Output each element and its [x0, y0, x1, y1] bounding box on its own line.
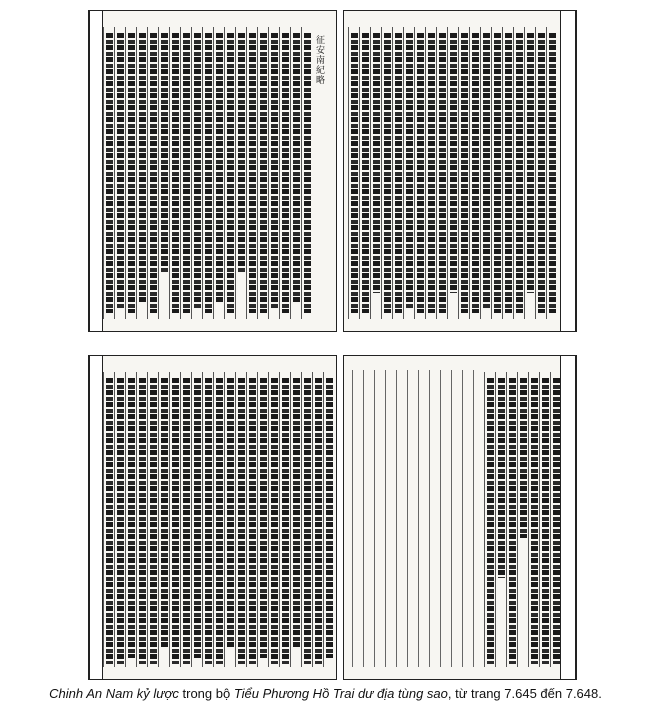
column-rule [125, 27, 126, 319]
text-column [139, 33, 146, 303]
blank-column-rule [352, 370, 353, 667]
text-column [271, 33, 278, 309]
text-column [183, 33, 190, 313]
text-column [417, 33, 424, 313]
caption-range: , từ trang 7.645 đến 7.648. [447, 686, 602, 701]
text-column [304, 33, 311, 313]
text-column [117, 33, 124, 309]
text-column [205, 378, 212, 664]
column-rule [290, 27, 291, 319]
text-column [117, 378, 124, 664]
column-rule [279, 372, 280, 667]
text-column [531, 378, 538, 664]
blank-column-rule [462, 370, 463, 667]
text-column [304, 378, 311, 664]
blank-column-rule [407, 370, 408, 667]
scan-page-bottom-right [343, 355, 577, 680]
column-rule [436, 27, 437, 319]
column-rule [180, 372, 181, 667]
text-column [538, 33, 545, 313]
text-column [395, 33, 402, 313]
text-column [194, 33, 201, 309]
column-rule [224, 372, 225, 667]
text-column [527, 33, 534, 293]
column-rule [403, 27, 404, 319]
text-column [194, 378, 201, 658]
text-column [128, 378, 135, 658]
text-column [542, 378, 549, 664]
page-fold-margin [89, 356, 103, 679]
text-column [282, 378, 289, 664]
column-rule [213, 372, 214, 667]
column-rule [191, 372, 192, 667]
column-rule [550, 372, 551, 667]
column-rule [323, 372, 324, 667]
column-rule [491, 27, 492, 319]
column-rule [136, 27, 137, 319]
text-column [172, 378, 179, 664]
blank-column-rule [429, 370, 430, 667]
text-column [227, 33, 234, 313]
column-rule [458, 27, 459, 319]
column-rule [425, 27, 426, 319]
text-column [161, 378, 168, 648]
column-rule [103, 372, 104, 667]
column-rule [381, 27, 382, 319]
page-fold-margin [89, 11, 103, 331]
column-rule [158, 27, 159, 319]
text-column [249, 378, 256, 664]
column-rule [147, 372, 148, 667]
column-rule [114, 27, 115, 319]
caption-collection: Tiểu Phương Hồ Trai dư địa tùng sao [233, 686, 448, 701]
text-column [216, 33, 223, 303]
column-rule [246, 372, 247, 667]
column-rule [502, 27, 503, 319]
blank-column-rule [440, 370, 441, 667]
text-column [205, 33, 212, 313]
text-column [150, 378, 157, 664]
column-rule [524, 27, 525, 319]
column-rule [213, 27, 214, 319]
column-rule [202, 372, 203, 667]
text-column [293, 378, 300, 648]
blank-column-rule [473, 370, 474, 667]
column-rule [447, 27, 448, 319]
scan-page-bottom-left [88, 355, 337, 680]
column-rule [513, 27, 514, 319]
text-column [238, 33, 245, 273]
column-rule [114, 372, 115, 667]
blank-column-rule [385, 370, 386, 667]
text-column [373, 33, 380, 293]
text-column [428, 33, 435, 313]
column-rule [484, 372, 485, 667]
column-rule [158, 372, 159, 667]
text-column [249, 33, 256, 313]
column-rule [506, 372, 507, 667]
scan-page-top-right [343, 10, 577, 332]
text-column [450, 33, 457, 293]
page-fold-margin [560, 356, 576, 679]
column-rule [257, 27, 258, 319]
column-rule [268, 372, 269, 667]
column-rule [528, 372, 529, 667]
text-column [351, 33, 358, 313]
blank-column-rule [451, 370, 452, 667]
column-rule [202, 27, 203, 319]
text-column [161, 33, 168, 273]
column-rule [495, 372, 496, 667]
column-rule [312, 372, 313, 667]
text-column [362, 33, 369, 313]
column-rule [370, 27, 371, 319]
text-column [216, 378, 223, 664]
column-rule [235, 372, 236, 667]
column-rule [279, 27, 280, 319]
text-column [384, 33, 391, 313]
text-column [128, 33, 135, 313]
text-column [106, 378, 113, 664]
column-rule [301, 372, 302, 667]
text-column [260, 378, 267, 658]
column-rule [169, 372, 170, 667]
text-column [505, 33, 512, 313]
column-rule [169, 27, 170, 319]
text-column [293, 33, 300, 303]
text-column [150, 33, 157, 313]
blank-column-rule [374, 370, 375, 667]
text-column [106, 33, 113, 313]
text-column [238, 378, 245, 664]
column-rule [469, 27, 470, 319]
column-rule [235, 27, 236, 319]
column-rule [414, 27, 415, 319]
figure-caption [0, 686, 651, 701]
text-column [439, 33, 446, 313]
page-fold-margin [560, 11, 576, 331]
text-column [406, 33, 413, 308]
text-column [549, 33, 556, 313]
column-rule [268, 27, 269, 319]
text-column [520, 378, 527, 538]
text-column [553, 378, 560, 664]
column-rule [246, 27, 247, 319]
text-column [183, 378, 190, 664]
column-rule [191, 27, 192, 319]
column-rule [147, 27, 148, 319]
column-rule [290, 372, 291, 667]
column-rule [136, 372, 137, 667]
blank-column-rule [418, 370, 419, 667]
text-column [483, 33, 490, 308]
text-column [498, 378, 505, 578]
column-rule [224, 27, 225, 319]
text-column [494, 33, 501, 313]
column-rule [301, 27, 302, 319]
column-rule [359, 27, 360, 319]
text-column [472, 33, 479, 313]
text-column [172, 33, 179, 313]
text-column [227, 378, 234, 648]
column-rule [125, 372, 126, 667]
column-rule [392, 27, 393, 319]
text-column [271, 378, 278, 664]
text-column [260, 33, 267, 313]
column-rule [103, 27, 104, 319]
caption-middle: trong bộ [178, 686, 234, 701]
column-rule [480, 27, 481, 319]
column-rule [180, 27, 181, 319]
column-rule [539, 372, 540, 667]
text-column [487, 378, 494, 664]
text-column [315, 378, 322, 664]
blank-column-rule [363, 370, 364, 667]
column-rule [535, 27, 536, 319]
text-column [139, 378, 146, 664]
text-column [509, 378, 516, 664]
blank-column-rule [396, 370, 397, 667]
text-column [326, 378, 333, 658]
column-rule [546, 27, 547, 319]
column-rule [257, 372, 258, 667]
page-header: 征安南紀略 [314, 35, 324, 85]
scan-page-top-left [88, 10, 337, 332]
column-rule [517, 372, 518, 667]
text-column [516, 33, 523, 313]
text-column [282, 33, 289, 313]
caption-title: Chinh An Nam kỷ lược [49, 686, 179, 701]
column-rule [348, 27, 349, 319]
text-column [461, 33, 468, 313]
